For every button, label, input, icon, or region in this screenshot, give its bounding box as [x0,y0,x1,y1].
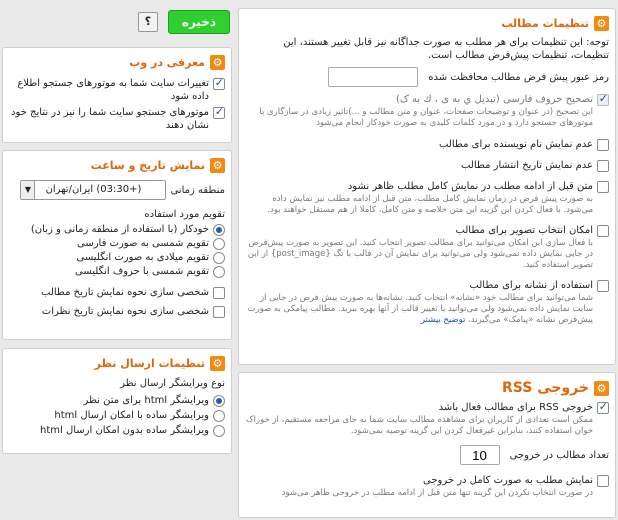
panel-title: خروجی RSS [502,380,589,396]
panel-title: تنظیمات مطالب [501,17,589,30]
save-bar [138,10,230,34]
rss-full-checkbox[interactable] [597,475,609,487]
timezone-value: (+03:30) ایران/تهران [45,184,142,195]
checkbox-label: موتورهای جستجو سایت شما را نیز در نتایج خود نشان دهند [11,107,209,131]
editor-html-radio[interactable] [213,395,225,407]
checkbox-label: تصحیح حروف فارسی (تبدیل ي به ی ، ك به ک) [395,94,593,105]
persian-fix-checkbox[interactable] [597,94,609,106]
panel-title: نمایش تاریخ و ساعت [90,159,205,172]
show-in-search-results-checkbox[interactable] [213,107,225,119]
radio-label: ویرایشگر ساده بدون امکان ارسال html [40,425,209,436]
checkbox-label: امکان انتخاب تصویر برای مطالب [455,225,593,236]
panel-title: معرفی در وب [129,56,205,69]
notify-search-engines-checkbox[interactable] [213,78,225,90]
datetime-panel [2,150,232,340]
more-hidden-desc: به صورت پیش فرض در زمان نمایش کامل مطلب، متن قبل از ادامه مطلب نیز نمایش داده می‌شود. با فعال کردن این گزینه این متن خلاصه و متن کامل، کاملا از هم مستقل خواهند بود. [267,194,593,215]
checkbox-label: متن قبل از ادامه مطلب در نمایش کامل مطلب ظاهر نشود [347,181,593,192]
timezone-label: منطقه زمانی [170,184,225,196]
radio-label: تقویم میلادی به صورت انگلیسی [76,252,209,263]
post-settings-panel [238,8,616,365]
gear-icon: ⚙ [210,158,225,173]
comment-panel [2,348,232,454]
password-label: رمز عبور پیش فرض مطالب محافظت شده [428,71,609,83]
custom-post-date-checkbox[interactable] [213,287,225,299]
tags-desc-text: شما می‌توانید برای مطالب خود «نشانه» انتخاب کنید. نشانه‌ها به صورت پیش فرض در جایی از سایت نمایش داده نمی‌شود ولی می‌توانید با تغییر قالب از آنها بهره ببرید. مطالب پیامکی به صورت پیش‌فرض نشانه «پیامک» می‌گیرند. [247,293,593,325]
rss-panel [238,372,616,518]
gear-icon: ⚙ [210,55,225,70]
persian-fix-desc: این تصحیح (در عنوان و توضیحات صفحات، عنوان و متن مطالب و ...)تاثیر زیادی در سازگاری با موتورهای جستجو دارد و در مورد کلمات کلیدی به صورت خودکار انجام می‌شود [259,107,593,128]
calendar-label: تقویم مورد استفاده [144,209,225,220]
default-password-input[interactable] [328,67,418,87]
web-panel [2,47,232,143]
tags-checkbox[interactable] [597,280,609,292]
checkbox-label: استفاده از نشانه برای مطالب [469,280,593,291]
settings-note: توجه: این تنظیمات برای هر مطلب به صورت جداگانه نیز قابل تغییر هستند، این تنظیمات، تنظیمات پیش‌فرض مطالب است. [283,37,609,61]
checkbox-label: عدم نمایش نام نویسنده برای مطالب [438,139,593,150]
rss-full-desc: در صورت انتخاب نکردن این گزینه تنها متن قبل از ادامه مطلب در خروجی ظاهر می‌شود [281,488,593,498]
radio-label: خودکار (با استفاده از منطقه زمانی و زبان) [30,224,209,235]
panel-title: تنظیمات ارسال نظر [94,357,205,370]
calendar-gregorian-radio[interactable] [213,252,225,264]
calendar-persian-radio[interactable] [213,238,225,250]
radio-label: تقویم شمسی با حروف انگلیسی [75,266,209,277]
checkbox-label: نمایش مطلب به صورت کامل در خروجی [422,475,593,486]
calendar-persian-english-radio[interactable] [213,266,225,278]
checkbox-label: شخصی سازی نحوه نمایش تاریخ نظرات [41,306,209,317]
checkbox-label: شخصی سازی نحوه نمایش تاریخ مطالب [41,287,209,298]
radio-label: ویرایشگر html برای متن نظر [83,395,209,406]
custom-comment-date-checkbox[interactable] [213,306,225,318]
gear-icon: ⚙ [594,381,609,396]
hide-date-checkbox[interactable] [597,160,609,172]
radio-label: تقویم شمسی به صورت فارسی [77,238,209,249]
checkbox-label: خروجی RSS برای مطالب فعال باشد [438,402,593,413]
more-info-link[interactable]: توضیح بیشتر [420,315,466,325]
rss-enable-desc: ممکن است تعدادی از کاربران برای مشاهده مطالب سایت شما به جای مراجعه مستقیم، از خوراک خوان استفاده کنند، بنابراین غیرفعال کردن این گزینه توصیه نمی‌شود. [246,415,593,436]
editor-simple-no-html-radio[interactable] [213,425,225,437]
image-select-checkbox[interactable] [597,225,609,237]
editor-simple-html-radio[interactable] [213,410,225,422]
image-select-desc: با فعال سازی این امکان می‌توانید برای مطالب تصویر انتخاب کنید. این تصویر به صورت پیش‌فرض در جایی نمایش داده نمی‌شود ولی می‌توانید برای نمایش آن در قالب با تگ {post_image} از این تصویر استفاده کنید. [247,238,593,270]
checkbox-label: عدم نمایش تاریخ انتشار مطالب [460,160,593,171]
editor-label: نوع ویرایشگر ارسال نظر [120,378,225,389]
rss-enable-checkbox[interactable] [597,402,609,414]
gear-icon: ⚙ [210,356,225,371]
radio-label: ویرایشگر ساده با امکان ارسال html [54,410,209,421]
save-button[interactable]: ذخیره [168,10,230,34]
chevron-down-icon: ▼ [21,181,35,199]
calendar-auto-radio[interactable] [213,224,225,236]
timezone-select[interactable] [20,180,166,200]
rss-count-label: تعداد مطالب در خروجی [509,449,609,461]
tags-desc [239,292,615,326]
rss-count-input[interactable] [460,445,500,465]
gear-icon: ⚙ [594,16,609,31]
hide-author-checkbox[interactable] [597,139,609,151]
help-button[interactable]: ؟ [138,12,158,32]
checkbox-label: تغییرات سایت شما به موتورهای جستجو اطلاع داده شود [17,78,209,102]
more-hidden-checkbox[interactable] [597,181,609,193]
